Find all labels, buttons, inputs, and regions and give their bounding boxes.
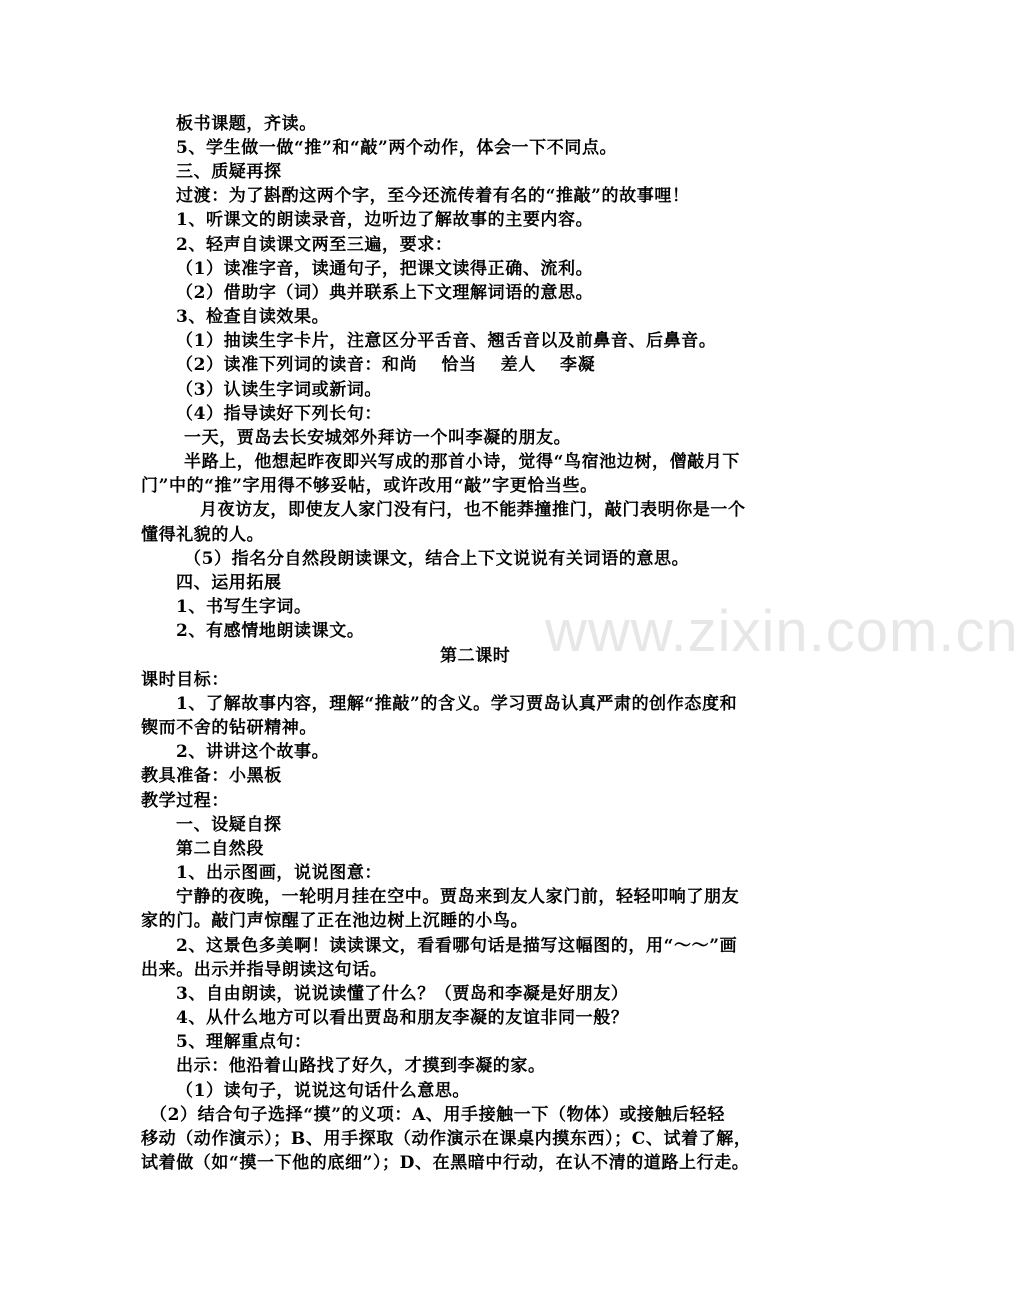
- text-line: 半路上，他想起昨夜即兴写成的那首小诗，觉得“鸟宿池边树，僧敲月下: [184, 452, 740, 472]
- text-line: 课时目标：: [141, 670, 229, 690]
- text-line: （5）指名分自然段朗读课文，结合上下文说说有关词语的意思。: [184, 549, 690, 569]
- text-line: 宁静的夜晚，一轮明月挂在空中。贾岛来到友人家门前，轻轻叩响了朋友: [176, 887, 740, 907]
- section-heading: 一、设疑自探: [176, 815, 282, 835]
- text-line: 1、出示图画，说说图意：: [176, 863, 383, 883]
- text-line: （1）读准字音，读通句子，把课文读得正确、流利。: [176, 259, 594, 279]
- text-line: 5、理解重点句：: [176, 1032, 312, 1052]
- text-line: （2）结合句子选择“摸”的义项：A、用手接触一下（物体）或接触后轻轻: [150, 1105, 725, 1125]
- text-line: 门”中的“推”字用得不够妥帖，或许改用“敲”字更恰当些。: [141, 476, 598, 496]
- text-line: 过渡：为了斟酌这两个字，至今还流传着有名的“推敲”的故事哩！: [176, 186, 690, 206]
- text-line: 5、学生做一做“推”和“敲”两个动作，体会一下不同点。: [176, 138, 618, 158]
- text-line: 2、讲讲这个故事。: [176, 742, 330, 762]
- text-line: （4）指导读好下列长句：: [176, 404, 383, 424]
- text-line: 一天，贾岛去长安城郊外拜访一个叫李凝的朋友。: [184, 428, 572, 448]
- text-line: 第二自然段: [176, 839, 264, 859]
- text-line: （2）借助字（词）典并联系上下文理解词语的意思。: [176, 283, 594, 303]
- text-line: 4、从什么地方可以看出贾岛和朋友李凝的友谊非同一般？: [176, 1008, 629, 1028]
- text-line: （2）读准下列词的读音：和尚 恰当 差人 李凝: [176, 355, 596, 375]
- text-line: 出示：他沿着山路找了好久，才摸到李凝的家。: [176, 1056, 546, 1076]
- text-line: 教学过程：: [141, 791, 229, 811]
- watermark: www.zixin.com.cn: [545, 599, 1019, 664]
- text-line: 教具准备：小黑板: [141, 766, 282, 786]
- text-line: 2、这景色多美啊！读读课文，看看哪句话是描写这幅图的，用“～～”画: [176, 936, 738, 956]
- section-heading: 三、质疑再探: [176, 162, 282, 182]
- text-line: （3）认读生字词或新词。: [176, 380, 383, 400]
- text-line: 3、检查自读效果。: [176, 307, 330, 327]
- text-line: （1）抽读生字卡片，注意区分平舌音、翘舌音以及前鼻音、后鼻音。: [176, 331, 717, 351]
- text-line: 家的门。敲门声惊醒了正在池边树上沉睡的小鸟。: [141, 911, 529, 931]
- text-line: 移动（动作演示）；B、用手探取（动作演示在课桌内摸东西）；C、试着了解，: [141, 1129, 752, 1149]
- text-line: 2、轻声自读课文两至三遍，要求：: [176, 235, 453, 255]
- text-line: 3、自由朗读，说说读懂了什么？（贾岛和李凝是好朋友）: [176, 984, 629, 1004]
- text-line: 锲而不舍的钻研精神。: [141, 718, 317, 738]
- text-line: 懂得礼貌的人。: [141, 525, 265, 545]
- text-line: 1、书写生字词。: [176, 597, 312, 617]
- text-line: 1、听课文的朗读录音，边听边了解故事的主要内容。: [176, 210, 594, 230]
- text-line: 1、了解故事内容，理解“推敲”的含义。学习贾岛认真严肃的创作态度和: [176, 694, 738, 714]
- text-line: 试着做（如“摸一下他的底细”）；D、在黑暗中行动，在认不清的道路上行走。: [141, 1153, 750, 1173]
- text-line: 月夜访友，即使友人家门没有闩，也不能莽撞推门，敲门表明你是一个: [200, 500, 746, 520]
- text-line: 2、有感情地朗读课文。: [176, 621, 365, 641]
- text-line: 板书课题，齐读。: [176, 114, 317, 134]
- section-heading: 四、运用拓展: [176, 573, 282, 593]
- text-line: （1）读句子，说说这句话什么意思。: [176, 1081, 471, 1101]
- lesson-title: 第二课时: [440, 646, 511, 666]
- text-line: 出来。出示并指导朗读这句话。: [141, 960, 388, 980]
